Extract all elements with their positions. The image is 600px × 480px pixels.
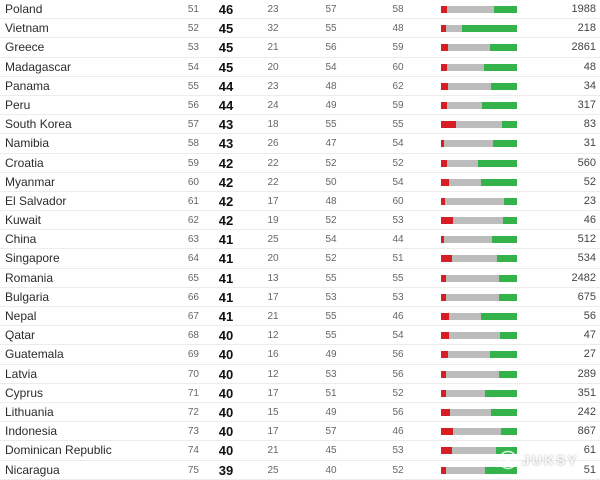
sub-score-1: 26 [267, 138, 279, 150]
rank-value: 67 [187, 311, 199, 322]
rank-value: 63 [187, 234, 199, 246]
sub-score-1: 18 [267, 119, 279, 131]
table-row [0, 326, 600, 345]
country-name: Kuwait [5, 213, 42, 228]
sub-score-3: 53 [392, 215, 404, 227]
score-value: 40 [218, 385, 234, 401]
bar-segment-green [504, 198, 517, 205]
bar-segment-green [482, 102, 517, 109]
sub-score-3: 60 [392, 195, 404, 207]
table-row [0, 115, 600, 134]
sub-score-2: 56 [325, 42, 337, 54]
sub-score-3: 54 [392, 176, 404, 188]
sub-score-2: 49 [325, 349, 337, 361]
country-name: Peru [5, 97, 31, 112]
rank-value: 60 [187, 176, 199, 188]
distribution-bar [441, 121, 517, 128]
table-row [0, 441, 600, 460]
bar-segment-green [491, 83, 517, 90]
table-row [0, 19, 600, 38]
sub-score-1: 13 [267, 272, 279, 284]
sub-score-3: 53 [392, 291, 404, 303]
distribution-bar [441, 198, 517, 205]
country-name: Guatemala [5, 347, 64, 362]
score-value: 44 [218, 78, 234, 94]
table-row [0, 384, 600, 403]
rank-value: 75 [187, 464, 199, 476]
rank-value: 56 [187, 99, 199, 111]
sub-score-2: 55 [325, 119, 337, 131]
sub-score-2: 57 [325, 426, 337, 438]
count-value: 560 [577, 156, 596, 169]
distribution-bar [441, 83, 517, 90]
sub-score-2: 53 [325, 291, 337, 303]
sub-score-3: 46 [392, 426, 404, 438]
sub-score-2: 55 [325, 272, 337, 284]
bar-segment-grey [444, 236, 492, 243]
table-row [0, 345, 600, 364]
country-name: Romania [5, 270, 54, 285]
sub-score-2: 55 [325, 23, 337, 35]
rank-value: 52 [187, 23, 199, 35]
sub-score-1: 17 [267, 195, 279, 207]
distribution-bar [441, 428, 517, 435]
count-value: 52 [583, 175, 596, 188]
count-value: 31 [583, 137, 596, 150]
count-value: 351 [577, 386, 596, 399]
country-name: El Salvador [5, 193, 67, 208]
sub-score-3: 53 [392, 445, 404, 457]
bar-segment-grey [446, 390, 485, 397]
rank-value: 53 [187, 42, 199, 54]
bar-segment-grey [447, 6, 494, 13]
count-value: 61 [583, 444, 596, 457]
country-name: Bulgaria [5, 289, 50, 304]
distribution-bar [441, 179, 517, 186]
score-value: 40 [218, 328, 234, 344]
bar-segment-grey [453, 217, 502, 224]
count-value: 83 [583, 118, 596, 131]
bar-segment-green [494, 6, 517, 13]
rank-value: 71 [187, 387, 199, 399]
bar-segment-red [441, 121, 456, 128]
bar-segment-grey [456, 121, 502, 128]
score-value: 40 [218, 424, 234, 440]
sub-score-2: 40 [325, 464, 337, 476]
score-value: 40 [218, 347, 234, 363]
sub-score-3: 56 [392, 349, 404, 361]
watermark-text: JUKSY [522, 452, 579, 468]
count-value: 46 [583, 214, 596, 227]
sub-score-1: 21 [267, 42, 279, 54]
bar-segment-red [441, 179, 449, 186]
count-value: 534 [577, 252, 596, 265]
score-value: 40 [218, 366, 234, 382]
bar-segment-red [441, 255, 452, 262]
score-value: 43 [218, 117, 234, 133]
sub-score-1: 19 [267, 215, 279, 227]
sub-score-3: 60 [392, 61, 404, 73]
count-value: 47 [583, 329, 596, 342]
bar-segment-grey [446, 25, 463, 32]
sub-score-2: 50 [325, 176, 337, 188]
table-row [0, 307, 600, 326]
sub-score-1: 17 [267, 387, 279, 399]
sub-score-2: 47 [325, 138, 337, 150]
country-name: Madagascar [5, 59, 72, 74]
bar-segment-green [502, 121, 517, 128]
bar-segment-red [441, 217, 453, 224]
distribution-bar [441, 6, 517, 13]
bar-segment-red [441, 409, 450, 416]
bar-segment-green [491, 409, 517, 416]
bar-segment-green [500, 332, 517, 339]
sub-score-3: 59 [392, 99, 404, 111]
bar-segment-grey [447, 64, 484, 71]
score-value: 39 [218, 462, 234, 478]
distribution-bar [441, 25, 517, 32]
rank-value: 55 [187, 80, 199, 92]
count-value: 2861 [571, 41, 596, 54]
sub-score-2: 55 [325, 311, 337, 322]
bar-segment-grey [449, 313, 480, 320]
country-name: Croatia [5, 155, 44, 170]
rank-value: 72 [187, 406, 199, 418]
sub-score-1: 25 [267, 234, 279, 246]
rank-value: 70 [187, 368, 199, 380]
score-value: 44 [218, 97, 234, 113]
sub-score-2: 54 [325, 234, 337, 246]
count-value: 48 [583, 60, 596, 73]
sub-score-3: 56 [392, 368, 404, 380]
distribution-bar [441, 467, 517, 474]
table-row [0, 249, 600, 268]
rank-value: 69 [187, 349, 199, 361]
score-value: 41 [218, 270, 234, 286]
sub-score-2: 53 [325, 368, 337, 380]
table-row [0, 288, 600, 307]
rank-value: 57 [187, 119, 199, 131]
rank-value: 65 [187, 272, 199, 284]
table-row [0, 422, 600, 441]
bar-segment-green [499, 371, 517, 378]
bar-segment-grey [448, 44, 491, 51]
rank-value: 64 [187, 253, 199, 265]
bar-segment-red [441, 83, 448, 90]
distribution-bar [441, 64, 517, 71]
bar-segment-grey [444, 140, 493, 147]
bar-segment-grey [448, 83, 491, 90]
sub-score-3: 54 [392, 330, 404, 342]
rank-value: 73 [187, 426, 199, 438]
rank-value: 61 [187, 195, 199, 207]
sub-score-3: 52 [392, 157, 404, 169]
count-value: 867 [577, 425, 596, 438]
bar-segment-grey [447, 102, 482, 109]
bar-segment-green [501, 428, 517, 435]
count-value: 2482 [571, 271, 596, 284]
distribution-bar [441, 160, 517, 167]
table-row [0, 192, 600, 211]
count-value: 218 [577, 22, 596, 35]
distribution-bar [441, 371, 517, 378]
bar-segment-green [485, 467, 517, 474]
sub-score-1: 15 [267, 406, 279, 418]
sub-score-2: 45 [325, 445, 337, 457]
score-value: 40 [218, 443, 234, 459]
score-value: 41 [218, 251, 234, 267]
score-value: 42 [218, 213, 234, 229]
count-value: 34 [583, 79, 596, 92]
table-row [0, 154, 600, 173]
distribution-bar [441, 44, 517, 51]
table-row [0, 365, 600, 384]
score-value: 45 [218, 40, 234, 56]
rank-value: 54 [187, 61, 199, 73]
bar-segment-grey [452, 447, 497, 454]
rank-value: 59 [187, 157, 199, 169]
bar-segment-grey [453, 428, 501, 435]
score-value: 41 [218, 309, 234, 324]
table-row [0, 269, 600, 288]
sub-score-3: 44 [392, 234, 404, 246]
rank-value: 51 [187, 4, 199, 15]
distribution-bar [441, 409, 517, 416]
country-name: Nicaragua [5, 462, 60, 477]
sub-score-3: 62 [392, 80, 404, 92]
table-row [0, 96, 600, 115]
country-name: Nepal [5, 309, 37, 323]
rank-value: 74 [187, 445, 199, 457]
sub-score-3: 55 [392, 272, 404, 284]
distribution-bar [441, 294, 517, 301]
bar-segment-green [503, 217, 517, 224]
sub-score-1: 32 [267, 23, 279, 35]
country-name: Panama [5, 78, 50, 93]
rank-value: 58 [187, 138, 199, 150]
score-value: 45 [218, 21, 234, 37]
country-name: South Korea [5, 117, 72, 132]
bar-segment-green [481, 179, 517, 186]
table-row [0, 0, 600, 19]
score-value: 46 [218, 2, 234, 17]
score-value: 41 [218, 289, 234, 305]
score-value: 40 [218, 404, 234, 420]
distribution-bar [441, 351, 517, 358]
bar-segment-green [478, 160, 517, 167]
score-value: 45 [218, 59, 234, 75]
count-value: 56 [583, 310, 596, 322]
distribution-bar [441, 313, 517, 320]
sub-score-2: 49 [325, 406, 337, 418]
country-name: Namibia [5, 136, 50, 151]
table-row [0, 173, 600, 192]
sub-score-2: 51 [325, 387, 337, 399]
bar-segment-red [441, 313, 449, 320]
count-value: 512 [577, 233, 596, 246]
distribution-bar [441, 275, 517, 282]
distribution-bar [441, 217, 517, 224]
sub-score-1: 22 [267, 176, 279, 188]
count-value: 1988 [571, 3, 596, 15]
bar-segment-green [490, 44, 517, 51]
sub-score-3: 54 [392, 138, 404, 150]
sub-score-3: 56 [392, 406, 404, 418]
count-value: 317 [577, 98, 596, 111]
country-name: China [5, 232, 37, 247]
bar-segment-green [485, 390, 517, 397]
sub-score-1: 21 [267, 445, 279, 457]
sub-score-3: 46 [392, 311, 404, 322]
country-name: Singapore [5, 251, 60, 266]
distribution-bar [441, 390, 517, 397]
sub-score-1: 12 [267, 330, 279, 342]
sub-score-1: 23 [267, 80, 279, 92]
count-value: 23 [583, 194, 596, 207]
sub-score-3: 55 [392, 119, 404, 131]
table-row [0, 77, 600, 96]
bar-segment-red [441, 44, 448, 51]
bar-segment-grey [446, 467, 485, 474]
distribution-bar [441, 102, 517, 109]
distribution-bar [441, 255, 517, 262]
distribution-bar [441, 236, 517, 243]
sub-score-1: 17 [267, 426, 279, 438]
bar-segment-red [441, 447, 452, 454]
bar-segment-green [499, 294, 517, 301]
sub-score-3: 59 [392, 42, 404, 54]
country-name: Lithuania [5, 404, 54, 419]
bar-segment-grey [452, 255, 498, 262]
bar-segment-grey [447, 160, 478, 167]
count-value: 27 [583, 348, 596, 361]
table-row [0, 461, 600, 480]
country-name: Indonesia [5, 424, 58, 439]
sub-score-3: 51 [392, 253, 404, 265]
bar-segment-grey [448, 351, 490, 358]
rank-value: 62 [187, 215, 199, 227]
count-value: 242 [577, 405, 596, 418]
table-row [0, 58, 600, 77]
sub-score-1: 25 [267, 464, 279, 476]
bar-segment-green [490, 351, 517, 358]
sub-score-3: 52 [392, 387, 404, 399]
sub-score-2: 52 [325, 253, 337, 265]
distribution-bar [441, 332, 517, 339]
sub-score-1: 23 [267, 4, 279, 15]
sub-score-1: 20 [267, 61, 279, 73]
bar-segment-green [462, 25, 517, 32]
sub-score-1: 16 [267, 349, 279, 361]
country-name: Qatar [5, 328, 36, 343]
country-name: Greece [5, 40, 45, 55]
sub-score-2: 48 [325, 80, 337, 92]
count-value: 675 [577, 290, 596, 303]
bar-segment-red [441, 332, 449, 339]
sub-score-2: 57 [325, 4, 337, 15]
sub-score-2: 52 [325, 157, 337, 169]
bar-segment-green [496, 447, 517, 454]
bar-segment-red [441, 428, 453, 435]
score-value: 42 [218, 174, 234, 190]
country-name: Vietnam [5, 21, 49, 36]
country-name: Cyprus [5, 385, 44, 400]
bar-segment-grey [445, 198, 504, 205]
bar-segment-grey [446, 294, 498, 301]
sub-score-1: 12 [267, 368, 279, 380]
sub-score-2: 52 [325, 215, 337, 227]
sub-score-3: 48 [392, 23, 404, 35]
sub-score-1: 21 [267, 311, 279, 322]
sub-score-3: 58 [392, 4, 404, 15]
sub-score-1: 24 [267, 99, 279, 111]
country-name: Latvia [5, 366, 38, 381]
table-row [0, 134, 600, 153]
bar-segment-grey [450, 409, 491, 416]
count-value: 51 [583, 463, 596, 476]
bar-segment-green [492, 236, 517, 243]
sub-score-3: 52 [392, 464, 404, 476]
bar-segment-green [481, 313, 517, 320]
bar-segment-green [497, 255, 517, 262]
bar-segment-grey [449, 332, 500, 339]
country-name: Dominican Republic [5, 443, 112, 458]
bar-segment-red [441, 351, 448, 358]
sub-score-2: 54 [325, 61, 337, 73]
score-value: 42 [218, 155, 234, 171]
table-row [0, 403, 600, 422]
bar-segment-green [493, 140, 517, 147]
score-value: 41 [218, 232, 234, 248]
bar-segment-green [484, 64, 517, 71]
distribution-bar [441, 447, 517, 454]
sub-score-1: 17 [267, 291, 279, 303]
sub-score-2: 49 [325, 99, 337, 111]
table-row [0, 38, 600, 57]
sub-score-1: 22 [267, 157, 279, 169]
bar-segment-green [499, 275, 517, 282]
bar-segment-grey [449, 179, 480, 186]
bar-segment-grey [446, 371, 498, 378]
score-value: 42 [218, 193, 234, 209]
distribution-bar [441, 140, 517, 147]
sub-score-2: 48 [325, 195, 337, 207]
country-name: Myanmar [5, 174, 56, 189]
table-row [0, 211, 600, 230]
sub-score-2: 55 [325, 330, 337, 342]
country-name: Poland [5, 2, 43, 16]
rank-value: 66 [187, 291, 199, 303]
table-row [0, 230, 600, 249]
score-value: 43 [218, 136, 234, 152]
rank-value: 68 [187, 330, 199, 342]
count-value: 289 [577, 367, 596, 380]
sub-score-1: 20 [267, 253, 279, 265]
bar-segment-grey [446, 275, 498, 282]
